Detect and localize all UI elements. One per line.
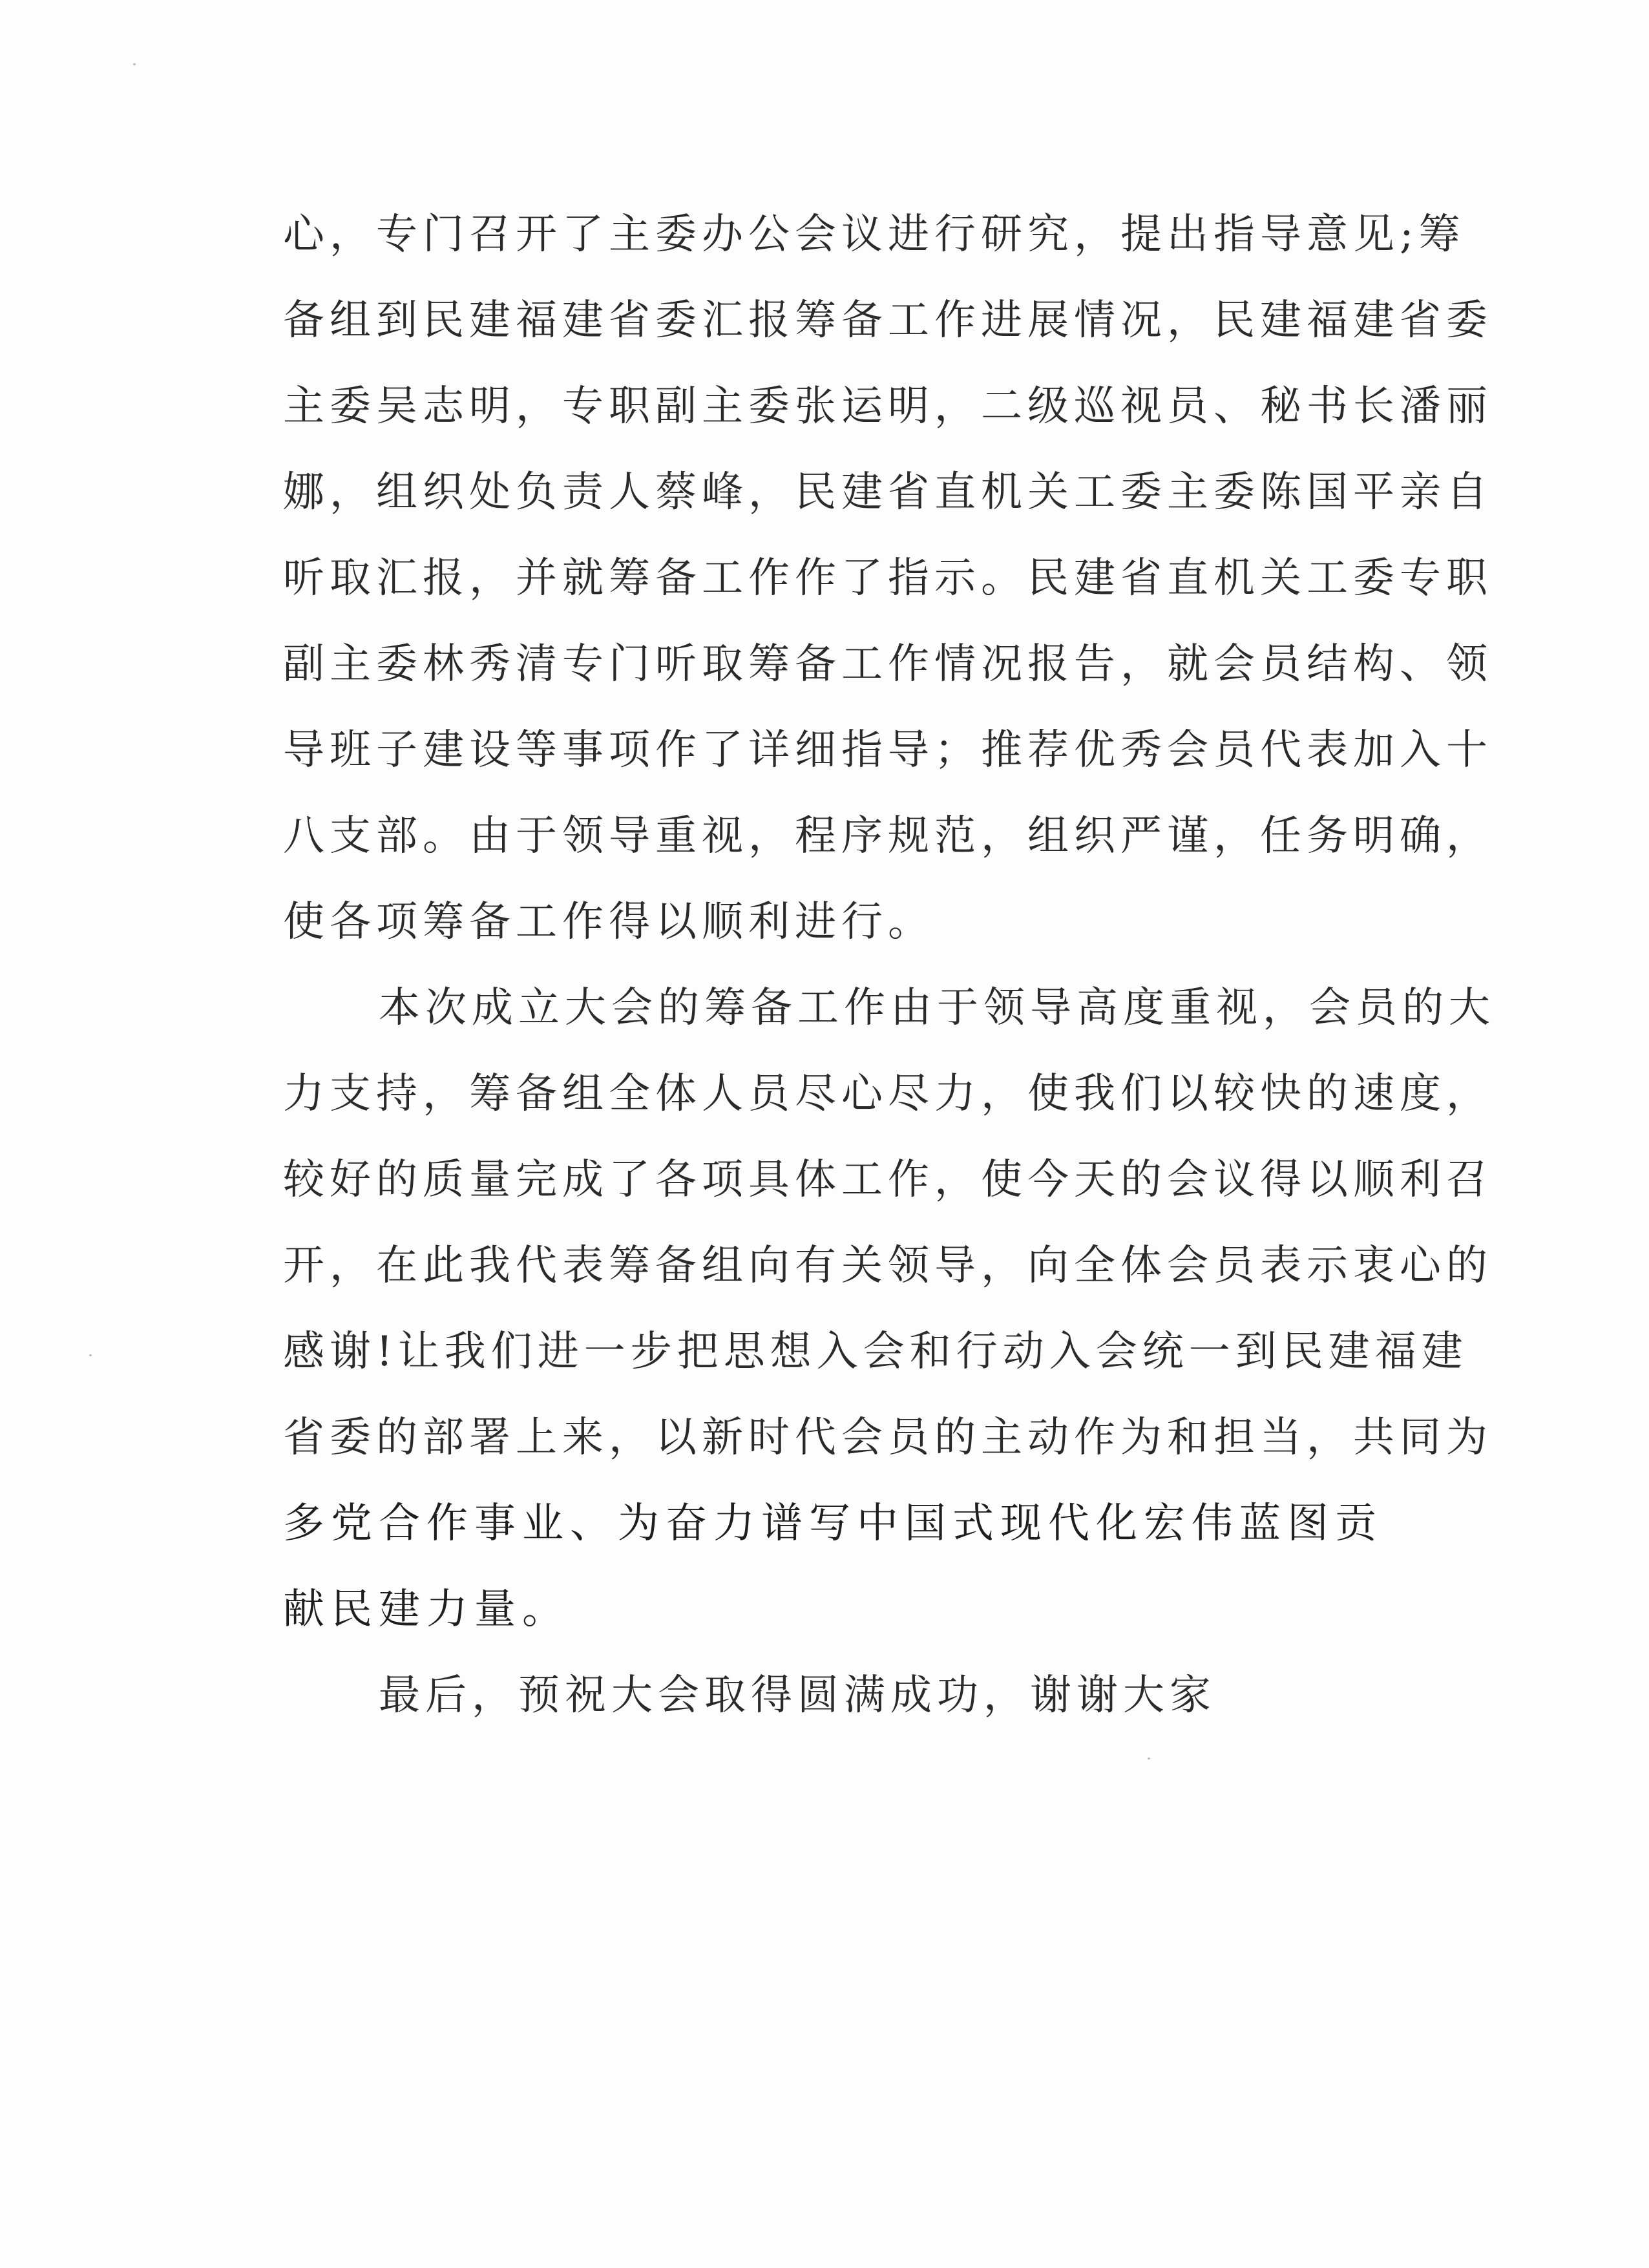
- text-line-17: 献民建力量。: [283, 1586, 570, 1633]
- text-line-10: 本次成立大会的筹备工作由于领导高度重视，会员的大: [379, 984, 1495, 1032]
- text-line-8: 八支部。由于领导重视，程序规范，组织严谨，任务明确，: [283, 812, 1493, 860]
- text-line-9: 使各项筹备工作得以顺利进行。: [283, 898, 934, 946]
- scan-speck: [1148, 1758, 1150, 1759]
- text-line-12: 较好的质量完成了各项具体工作，使今天的会议得以顺利召: [283, 1156, 1493, 1204]
- text-line-6: 副主委林秀清专门听取筹备工作情况报告，就会员结构、领: [283, 640, 1493, 688]
- text-line-14: 感谢!让我们进一步把思想入会和行动入会统一到民建福建: [283, 1328, 1468, 1376]
- text-line-18: 最后，预祝大会取得圆满成功，谢谢大家: [379, 1672, 1216, 1719]
- text-line-2: 备组到民建福建省委汇报筹备工作进展情况，民建福建省委: [283, 297, 1493, 344]
- text-line-1: 心，专门召开了主委办公会议进行研究，提出指导意见;筹: [283, 211, 1465, 258]
- text-line-7: 导班子建设等事项作了详细指导；推荐优秀会员代表加入十: [283, 726, 1493, 774]
- scan-speck: [133, 63, 136, 65]
- text-line-16: 多党合作事业、为奋力谱写中国式现代化宏伟蓝图贡: [283, 1500, 1383, 1548]
- text-line-15: 省委的部署上来，以新时代会员的主动作为和担当，共同为: [283, 1414, 1493, 1462]
- text-line-4: 娜，组织处负责人蔡峰，民建省直机关工委主委陈国平亲自: [283, 468, 1493, 516]
- text-line-3: 主委吴志明，专职副主委张运明，二级巡视员、秘书长潘丽: [283, 383, 1493, 430]
- text-line-13: 开，在此我代表筹备组向有关领导，向全体会员表示衷心的: [283, 1242, 1493, 1290]
- scan-speck: [89, 1354, 92, 1356]
- text-line-11: 力支持，筹备组全体人员尽心尽力，使我们以较快的速度，: [283, 1070, 1493, 1118]
- text-line-5: 听取汇报，并就筹备工作作了指示。民建省直机关工委专职: [283, 554, 1493, 602]
